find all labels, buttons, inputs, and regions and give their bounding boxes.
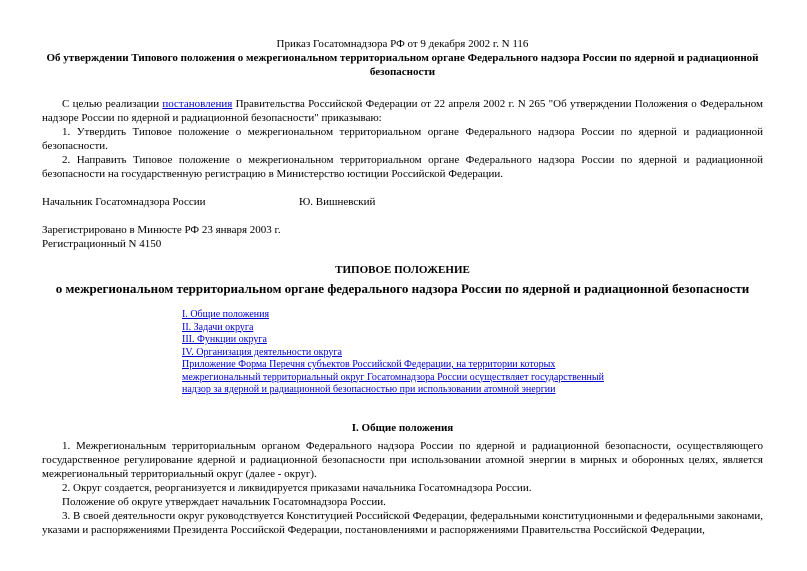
- preamble-prefix: С целью реализации: [62, 98, 163, 110]
- toc-link-appendix-2[interactable]: межрегиональный территориальный округ Госатомнадзора России осуществляет государственный: [182, 371, 604, 383]
- decree-link[interactable]: постановления: [162, 98, 233, 110]
- item-1: 1. Утвердить Типовое положение о межрегиональном территориальном органе Федерального надзора России по ядерной и радиационной безопасности.: [42, 126, 763, 152]
- toc-link-appendix-3[interactable]: надзор за ядерной и радиационной безопасностью при использовании атомной энергии: [182, 384, 556, 395]
- signature-position: Начальник Госатомнадзора России: [42, 196, 206, 208]
- document-title: Об утверждении Типового положения о межрегиональном территориальном органе Федерального надзора России по ядерной и радиационной безопасности: [46, 52, 759, 78]
- registration-line-2: Регистрационный N 4150: [42, 238, 162, 250]
- chapter-1-paragraph-2: 2. Округ создается, реорганизуется и ликвидируется приказами начальника Госатомнадзора России.: [62, 481, 532, 494]
- order-line: Приказ Госатомнадзора РФ от 9 декабря 2002 г. N 116: [276, 38, 529, 50]
- preamble-suffix: Правительства Российской Федерации от 22 апреля 2002 г. N 265 "Об утверждении Положения о Федеральном надзоре России по ядерной и радиационной безопасности" приказываю:: [42, 98, 763, 124]
- table-of-contents: [182, 309, 763, 397]
- toc-link-appendix-1[interactable]: Приложение Форма Перечня субъектов Российской Федерации, на территории которых: [182, 359, 556, 370]
- signature-row: [42, 195, 763, 209]
- regulation-title: ТИПОВОЕ ПОЛОЖЕНИЕ: [335, 264, 470, 276]
- preamble-paragraph: [42, 97, 763, 125]
- item-2: 2. Направить Типовое положение о межрегиональном территориальном органе Федерального надзора России по ядерной и радиационной безопасности на государственную регистрацию в Министерство юстиции Российской Федерации.: [42, 154, 763, 180]
- toc-link-functions[interactable]: III. Функции округа: [182, 334, 267, 345]
- chapter-1-title: I. Общие положения: [351, 421, 454, 434]
- toc-link-organization[interactable]: IV. Организация деятельности округа: [182, 346, 342, 358]
- toc-link-tasks[interactable]: II. Задачи округа: [182, 321, 254, 333]
- chapter-1-paragraph-4: 3. В своей деятельности округ руководствуется Конституцией Российской Федерации, федеральными конституционными и федеральными законами, указами и распоряжениями Президента Российской Федерации, постановлениями и распоряжениями Правительства Российской Федерации,: [42, 509, 763, 536]
- chapter-1-paragraph-3: Положение об округе утверждает начальник Госатомнадзора России.: [62, 495, 386, 508]
- regulation-subtitle: о межрегиональном территориальном органе федерального надзора России по ядерной и радиационной безопасности: [55, 281, 750, 296]
- signature-name: Ю. Вишневский: [299, 196, 376, 208]
- registration-line-1: Зарегистрировано в Минюсте РФ 23 января 2003 г.: [42, 224, 281, 236]
- chapter-1-paragraph-1: 1. Межрегиональным территориальным органом Федерального надзора России по ядерной и радиационной безопасности, осуществляющего государственное регулирование ядерной и радиационной безопасности при использовании атомной энергии в мирных и оборонных целях, является межрегиональный территориальный округ (далее - округ).: [42, 439, 763, 480]
- toc-link-general[interactable]: I. Общие положения: [182, 309, 270, 320]
